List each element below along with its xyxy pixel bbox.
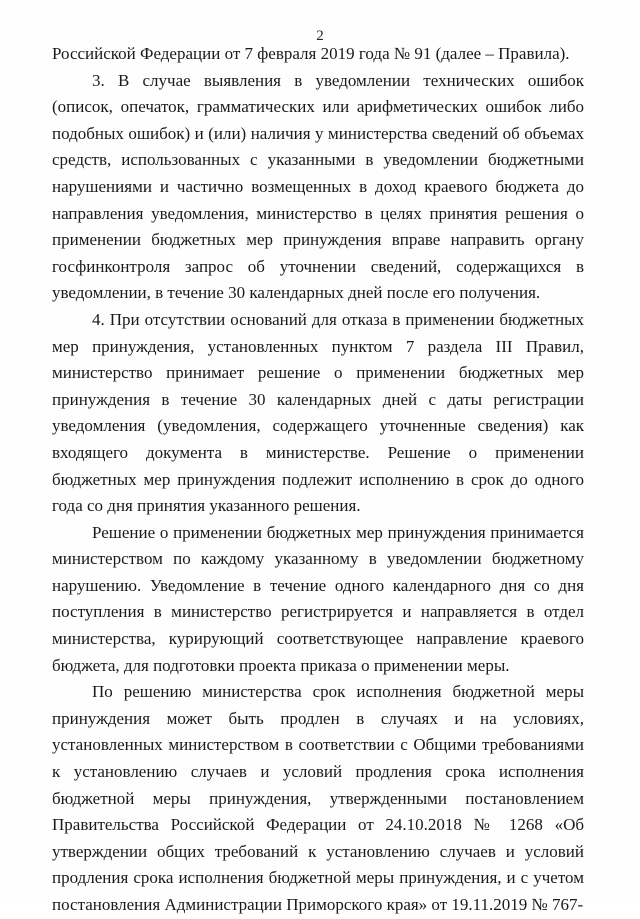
document-body: [52, 41, 584, 919]
paragraph-item-3: 3. В случае выявления в уведомлении технических ошибок (описок, опечаток, грамматических или арифметических ошибок либо подобных ошибок) и (или) наличия у министерства сведений об объемах средств, использованных с указанными в уведомлении бюджетными нарушениями и частично возмещенных в доход краевого бюджета до направления уведомления, министерство в целях принятия решения о применении бюджетных мер принуждения вправе направить органу госфинконтроля запрос об уточнении сведений, содержащихся в уведомлении, в течение 30 календарных дней после его получения.: [52, 70, 584, 303]
page-number: 2: [316, 28, 324, 44]
paragraph-extension: По решению министерства срок исполнения бюджетной меры принуждения может быть продлен в случаях и на условиях, установленных министерством в соответствии с Общими требованиями к установлению случаев и условий продления срока исполнения бюджетной меры принуждения, утвержденными постановлением Правительства Российской Федерации от 24.10.2018 № 1268 «Об утверждении общих требований к установлению случаев и условий продления срока исполнения бюджетной меры принуждения, и с учетом постановления Администрации Приморского края» от 19.11.2019 № 767-: [52, 682, 584, 914]
paragraph-decision: Решение о применении бюджетных мер принуждения принимается министерством по каждому указанному в уведомлении бюджетному нарушению. Уведомление в течение одного календарного дня со дня поступления в министерство регистрируется и направляется в отдел министерства, курирующий соответствующее направление краевого бюджета, для подготовки проекта приказа о применении меры.: [52, 522, 584, 675]
paragraph-item-4: 4. При отсутствии оснований для отказа в применении бюджетных мер принуждения, установленных пунктом 7 раздела III Правил, министерство принимает решение о применении бюджетных мер принуждения в течение 30 календарных дней с даты регистрации уведомления (уведомления, содержащего уточненные сведения) как входящего документа в министерстве. Решение о применении бюджетных мер принуждения подлежит исполнению в срок до одного года со дня принятия указанного решения.: [52, 309, 584, 516]
paragraph-continuation: Российской Федерации от 7 февраля 2019 года № 91 (далее – Правила).: [52, 44, 570, 63]
